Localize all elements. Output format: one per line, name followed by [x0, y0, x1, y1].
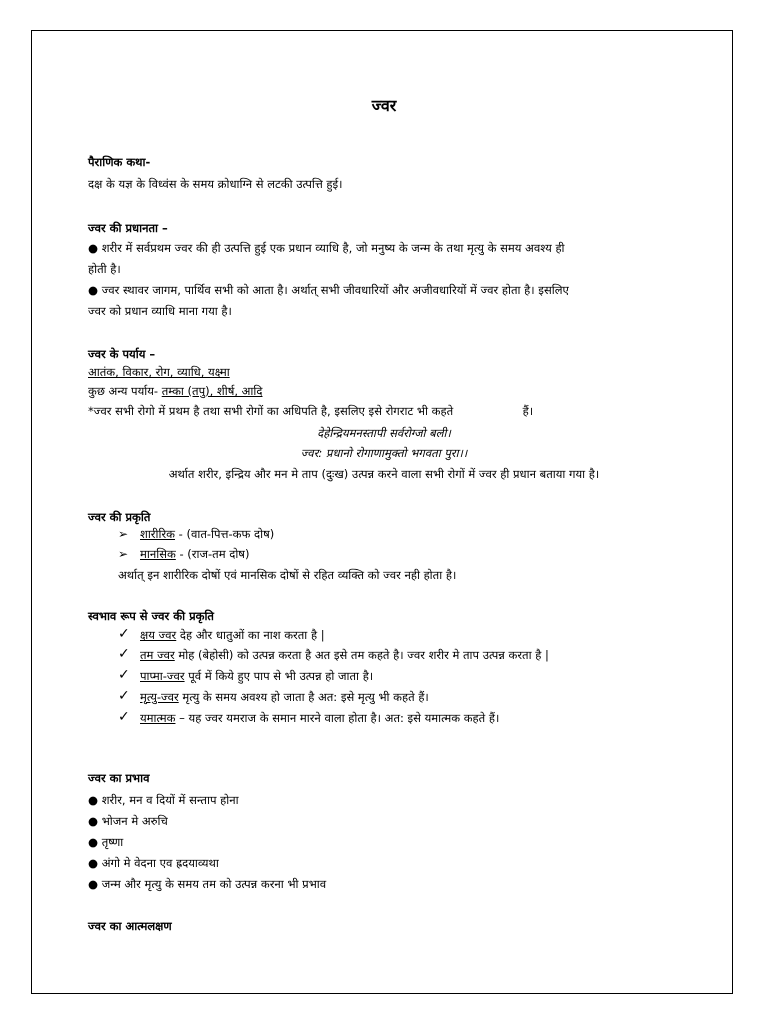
page-title: ज्वर: [371, 96, 397, 115]
section-heading-paryay: ज्वर के पर्याय –: [88, 347, 156, 361]
prakriti-note: अर्थात् इन शारीरिक दोषों एवं मानसिक दोषों से रहित व्यक्ति को ज्वर नही होता है।: [118, 568, 457, 582]
svabhav-term: पाप्मा-ज्वर: [140, 669, 185, 683]
svabhav-desc: पूर्व में किये हुए पाप से भी उत्पन्न हो जाता है।: [184, 669, 374, 683]
check-bullet-icon: ✓: [118, 709, 130, 725]
svabhav-desc: – यह ज्वर यमराज के समान मारने वाला होता है। अत: इसे यमात्मक कहते हैं।: [175, 711, 500, 725]
svabhav-item: [140, 668, 373, 684]
svabhav-item: [140, 627, 325, 643]
other-synonyms-list: तम्का (तपु), शीर्ष, आदि: [161, 384, 263, 398]
svabhav-desc: मोह (बेहोसी) को उत्पन्न करता है अत इसे तम कहते है। ज्वर शरीर मे ताप उत्पन्न करता है |: [174, 648, 549, 662]
verse-line-1: देहेन्द्रियमनस्तापी सर्वरोग्जो बली।: [317, 426, 451, 440]
prabhav-item: ● अंगो मे वेदना एव ह्रदयाव्यथा: [88, 856, 219, 870]
paragraph-line: ज्वर को प्रधान व्याधि माना गया है।: [88, 304, 232, 318]
svabhav-item: [140, 710, 499, 726]
verse-meaning: अर्थात शरीर, इन्द्रिय और मन मे ताप (दुःख) उत्पन्न करने वाला सभी रोगों में ज्वर ही प्रधान बताया गया है।: [168, 467, 600, 481]
svabhav-term: मृत्यु-ज्वर: [140, 690, 179, 704]
svabhav-item: [140, 647, 549, 663]
check-bullet-icon: ✓: [118, 667, 130, 683]
section-heading-svabhav: स्वभाव रूप से ज्वर की प्रकृति: [88, 609, 214, 623]
prakriti-term: मानसिक: [140, 547, 176, 561]
svabhav-desc: देह और धातुओं का नाश करता है |: [176, 628, 325, 642]
prabhav-item: ● शरीर, मन व दियों में सन्ताप होना: [88, 793, 239, 807]
section-heading-pradhanta: ज्वर की प्रधानता –: [88, 221, 168, 235]
check-bullet-icon: ✓: [118, 646, 130, 662]
synonyms-list: आतंक, विकार, रोग, व्याधि, यक्ष्मा: [88, 365, 230, 379]
prabhav-item: ● तृष्णा: [88, 835, 124, 849]
prakriti-item: [140, 546, 249, 562]
section-heading-atmalakshan: ज्वर का आत्मलक्षण: [88, 919, 172, 933]
check-bullet-icon: ✓: [118, 688, 130, 704]
arrow-bullet-icon: ➢: [118, 527, 129, 541]
other-synonyms-line: [88, 383, 263, 399]
prabhav-item: ● जन्म और मृत्यु के समय तम को उत्पन्न करना भी प्रभाव: [88, 877, 327, 891]
section-heading-pauranik: पैराणिक कथा-: [88, 155, 151, 169]
paragraph-line: ● ज्वर स्थावर जागम, पार्थिव सभी को आता है। अर्थात् सभी जीवधारियों और अजीवधारियों में ज्वर होता है। इसलिए: [88, 283, 569, 297]
section-heading-prabhav: ज्वर का प्रभाव: [88, 771, 150, 785]
other-synonyms-prefix: कुछ अन्य पर्याय-: [88, 384, 162, 398]
check-bullet-icon: ✓: [118, 626, 130, 642]
prakriti-desc: - (वात-पित्त-कफ दोष): [175, 527, 275, 541]
paragraph-line: ● शरीर में सर्वप्रथम ज्वर की ही उत्पत्ति हुई एक प्रधान व्याधि है, जो मनुष्य के जन्म के तथा मृत्यु के समय अवश्य ही: [88, 241, 565, 255]
svabhav-term: क्षय ज्वर: [140, 628, 177, 642]
verse-line-2: ज्वर: प्रधानो रोगाणामुक्तो भगवता पुरा।।: [300, 446, 468, 460]
paragraph-line: दक्ष के यज्ञ के विध्वंस के समय क्रोधाग्नि से लटकी उत्पत्ति हुई।: [88, 177, 343, 191]
rograt-note: *ज्वर सभी रोगो में प्रथम है तथा सभी रोगों का अधिपति है, इसलिए इसे रोगराट भी कहते हैं।: [88, 404, 534, 418]
prakriti-desc: - (राज-तम दोष): [175, 547, 250, 561]
svabhav-term: यमात्मक: [140, 711, 176, 725]
arrow-bullet-icon: ➢: [118, 547, 129, 561]
svabhav-desc: मृत्यु के समय अवश्य हो जाता है अत: इसे मृत्यु भी कहते हैं।: [178, 690, 429, 704]
prakriti-item: [140, 526, 274, 542]
prakriti-term: शारीरिक: [140, 527, 175, 541]
svabhav-term: तम ज्वर: [140, 648, 175, 662]
svabhav-item: [140, 689, 429, 705]
prabhav-item: ● भोजन मे अरुचि: [88, 814, 168, 828]
section-heading-prakriti: ज्वर की प्रकृति: [88, 510, 151, 524]
paragraph-line: होती है।: [88, 262, 121, 276]
